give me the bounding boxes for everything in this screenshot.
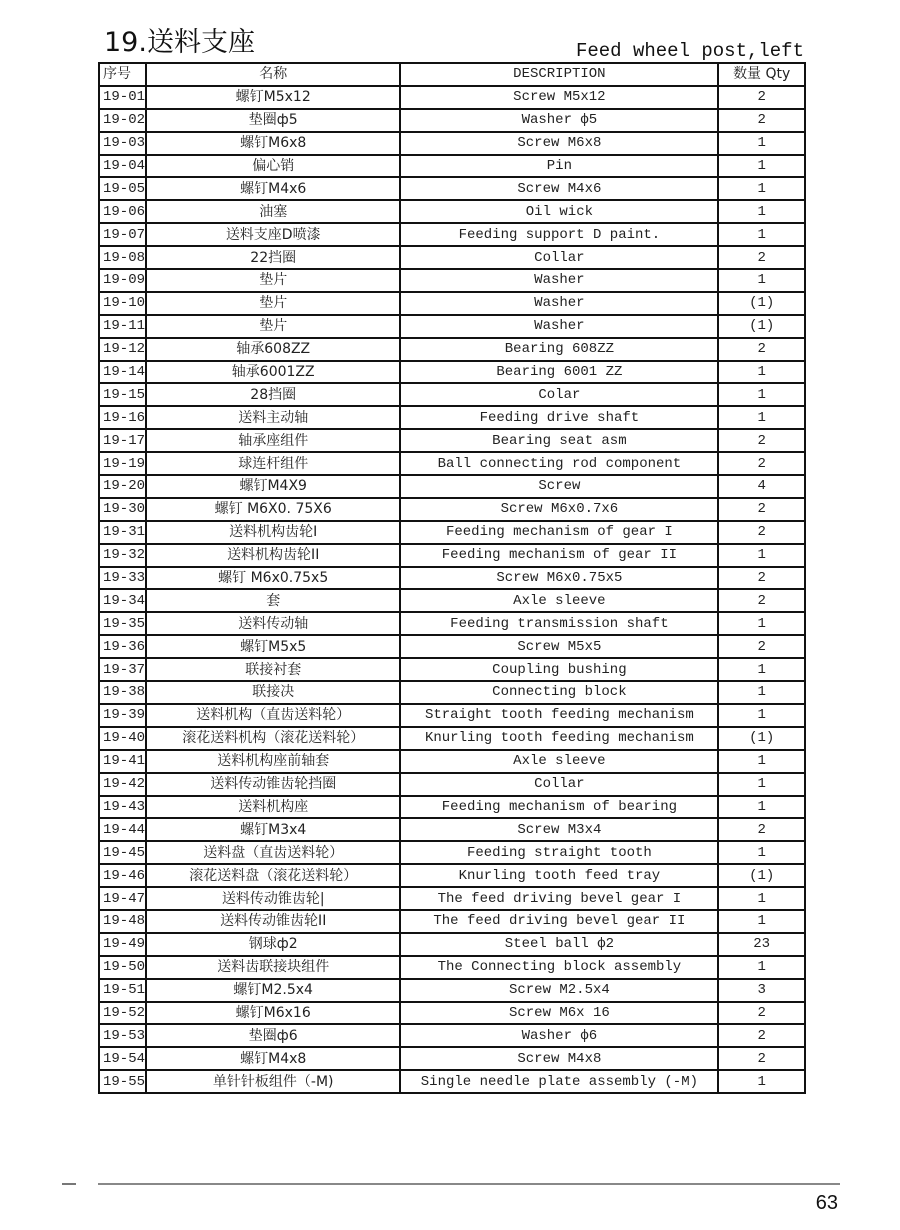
part-number-cell: 19-36 xyxy=(99,635,146,658)
part-description-cell: Washer xyxy=(400,292,718,315)
part-qty-cell: 1 xyxy=(718,612,805,635)
part-number-cell: 19-50 xyxy=(99,956,146,979)
part-qty-cell: 1 xyxy=(718,383,805,406)
part-qty-cell: 1 xyxy=(718,361,805,384)
part-number-cell: 19-45 xyxy=(99,841,146,864)
table-row xyxy=(99,86,805,109)
part-qty-cell: 2 xyxy=(718,818,805,841)
part-number-cell: 19-09 xyxy=(99,269,146,292)
table-row xyxy=(99,177,805,200)
table-row xyxy=(99,200,805,223)
part-description-cell: Feeding mechanism of gear I xyxy=(400,521,718,544)
part-description-cell: Pin xyxy=(400,155,718,178)
part-name-cell: 送料传动锥齿轮挡圈 xyxy=(146,773,400,796)
column-header-name: 名称 xyxy=(146,63,400,86)
part-name-cell: 送料传动锥齿轮| xyxy=(146,887,400,910)
part-description-cell: Feeding support D paint. xyxy=(400,223,718,246)
part-number-cell: 19-39 xyxy=(99,704,146,727)
part-name-cell: 球连杆组件 xyxy=(146,452,400,475)
part-description-cell: Screw M5x5 xyxy=(400,635,718,658)
part-number-cell: 19-03 xyxy=(99,132,146,155)
part-description-cell: Bearing 608ZZ xyxy=(400,338,718,361)
part-number-cell: 19-38 xyxy=(99,681,146,704)
part-qty-cell: 1 xyxy=(718,750,805,773)
table-row xyxy=(99,475,805,498)
part-qty-cell: 2 xyxy=(718,521,805,544)
part-number-cell: 19-37 xyxy=(99,658,146,681)
part-qty-cell: (1) xyxy=(718,727,805,750)
table-row xyxy=(99,246,805,269)
part-description-cell: Ball connecting rod component xyxy=(400,452,718,475)
part-number-cell: 19-06 xyxy=(99,200,146,223)
part-qty-cell: 3 xyxy=(718,979,805,1002)
table-row xyxy=(99,1002,805,1025)
part-name-cell: 送料传动锥齿轮II xyxy=(146,910,400,933)
table-row xyxy=(99,704,805,727)
part-name-cell: 垫圈ф6 xyxy=(146,1024,400,1047)
part-name-cell: 送料主动轴 xyxy=(146,406,400,429)
part-description-cell: Bearing seat asm xyxy=(400,429,718,452)
table-row xyxy=(99,887,805,910)
part-qty-cell: 1 xyxy=(718,269,805,292)
part-number-cell: 19-12 xyxy=(99,338,146,361)
table-row xyxy=(99,979,805,1002)
part-number-cell: 19-17 xyxy=(99,429,146,452)
part-qty-cell: 1 xyxy=(718,223,805,246)
part-number-cell: 19-14 xyxy=(99,361,146,384)
part-qty-cell: 1 xyxy=(718,1070,805,1093)
part-name-cell: 送料机构齿轮II xyxy=(146,544,400,567)
part-name-cell: 偏心销 xyxy=(146,155,400,178)
part-name-cell: 滚花送料机构（滚花送料轮） xyxy=(146,727,400,750)
part-description-cell: Axle sleeve xyxy=(400,589,718,612)
part-description-cell: Screw xyxy=(400,475,718,498)
part-description-cell: Washer xyxy=(400,315,718,338)
table-row xyxy=(99,132,805,155)
part-number-cell: 19-48 xyxy=(99,910,146,933)
part-name-cell: 油塞 xyxy=(146,200,400,223)
part-qty-cell: (1) xyxy=(718,292,805,315)
table-header-row xyxy=(99,63,805,86)
part-qty-cell: 1 xyxy=(718,841,805,864)
part-number-cell: 19-01 xyxy=(99,86,146,109)
part-number-cell: 19-53 xyxy=(99,1024,146,1047)
part-qty-cell: 1 xyxy=(718,658,805,681)
part-name-cell: 垫片 xyxy=(146,292,400,315)
table-row xyxy=(99,155,805,178)
table-row xyxy=(99,956,805,979)
part-name-cell: 垫圈ф5 xyxy=(146,109,400,132)
part-name-cell: 套 xyxy=(146,589,400,612)
table-row xyxy=(99,612,805,635)
page-subtitle: Feed wheel post,left xyxy=(575,40,804,62)
part-qty-cell: 2 xyxy=(718,589,805,612)
column-header-qty: 数量 Qty xyxy=(718,63,805,86)
part-number-cell: 19-54 xyxy=(99,1047,146,1070)
part-name-cell: 滚花送料盘（滚花送料轮） xyxy=(146,864,400,887)
part-qty-cell: 4 xyxy=(718,475,805,498)
table-row xyxy=(99,727,805,750)
table-row xyxy=(99,292,805,315)
part-number-cell: 19-02 xyxy=(99,109,146,132)
table-row xyxy=(99,269,805,292)
part-number-cell: 19-32 xyxy=(99,544,146,567)
footer-rule xyxy=(98,1183,840,1185)
part-qty-cell: 2 xyxy=(718,1002,805,1025)
part-number-cell: 19-20 xyxy=(99,475,146,498)
part-number-cell: 19-43 xyxy=(99,796,146,819)
part-number-cell: 19-07 xyxy=(99,223,146,246)
part-name-cell: 联接决 xyxy=(146,681,400,704)
part-name-cell: 轴承608ZZ xyxy=(146,338,400,361)
part-description-cell: Screw M3x4 xyxy=(400,818,718,841)
part-name-cell: 螺钉M5x5 xyxy=(146,635,400,658)
part-name-cell: 送料机构座前轴套 xyxy=(146,750,400,773)
table-row xyxy=(99,383,805,406)
part-description-cell: Screw M6x 16 xyxy=(400,1002,718,1025)
part-qty-cell: 2 xyxy=(718,635,805,658)
part-name-cell: 联接衬套 xyxy=(146,658,400,681)
part-qty-cell: 1 xyxy=(718,796,805,819)
table-row xyxy=(99,315,805,338)
part-number-cell: 19-46 xyxy=(99,864,146,887)
part-qty-cell: 2 xyxy=(718,1024,805,1047)
part-description-cell: Screw M4x6 xyxy=(400,177,718,200)
part-description-cell: Colar xyxy=(400,383,718,406)
part-number-cell: 19-05 xyxy=(99,177,146,200)
part-qty-cell: (1) xyxy=(718,315,805,338)
part-number-cell: 19-11 xyxy=(99,315,146,338)
part-description-cell: Feeding drive shaft xyxy=(400,406,718,429)
table-row xyxy=(99,109,805,132)
part-description-cell: Feeding mechanism of bearing xyxy=(400,796,718,819)
table-row xyxy=(99,681,805,704)
part-name-cell: 螺钉M3x4 xyxy=(146,818,400,841)
part-qty-cell: 1 xyxy=(718,773,805,796)
part-name-cell: 送料传动轴 xyxy=(146,612,400,635)
part-description-cell: Axle sleeve xyxy=(400,750,718,773)
part-description-cell: The Connecting block assembly xyxy=(400,956,718,979)
table-row xyxy=(99,338,805,361)
part-name-cell: 螺钉M5x12 xyxy=(146,86,400,109)
table-row xyxy=(99,818,805,841)
part-number-cell: 19-40 xyxy=(99,727,146,750)
table-row xyxy=(99,452,805,475)
part-name-cell: 垫片 xyxy=(146,269,400,292)
part-description-cell: Collar xyxy=(400,773,718,796)
part-name-cell: 螺钉M4x6 xyxy=(146,177,400,200)
part-description-cell: The feed driving bevel gear I xyxy=(400,887,718,910)
part-qty-cell: 1 xyxy=(718,132,805,155)
table-row xyxy=(99,910,805,933)
part-qty-cell: 1 xyxy=(718,704,805,727)
table-row xyxy=(99,1070,805,1093)
part-qty-cell: 1 xyxy=(718,887,805,910)
part-name-cell: 22挡圈 xyxy=(146,246,400,269)
part-qty-cell: 1 xyxy=(718,681,805,704)
part-number-cell: 19-52 xyxy=(99,1002,146,1025)
part-description-cell: Washer ф6 xyxy=(400,1024,718,1047)
part-name-cell: 螺钉M6x8 xyxy=(146,132,400,155)
part-qty-cell: 2 xyxy=(718,109,805,132)
part-description-cell: Feeding transmission shaft xyxy=(400,612,718,635)
part-name-cell: 28挡圈 xyxy=(146,383,400,406)
part-qty-cell: 2 xyxy=(718,452,805,475)
part-name-cell: 螺钉M6x16 xyxy=(146,1002,400,1025)
part-number-cell: 19-49 xyxy=(99,933,146,956)
part-number-cell: 19-41 xyxy=(99,750,146,773)
part-number-cell: 19-04 xyxy=(99,155,146,178)
part-description-cell: Collar xyxy=(400,246,718,269)
part-name-cell: 送料机构（直齿送料轮） xyxy=(146,704,400,727)
part-description-cell: Screw M2.5x4 xyxy=(400,979,718,1002)
table-row xyxy=(99,841,805,864)
part-description-cell: Knurling tooth feeding mechanism xyxy=(400,727,718,750)
table-row xyxy=(99,750,805,773)
part-name-cell: 送料齿联接块组件 xyxy=(146,956,400,979)
part-qty-cell: 1 xyxy=(718,544,805,567)
part-description-cell: Coupling bushing xyxy=(400,658,718,681)
table-row xyxy=(99,635,805,658)
part-number-cell: 19-33 xyxy=(99,567,146,590)
part-description-cell: Screw M5x12 xyxy=(400,86,718,109)
part-qty-cell: 2 xyxy=(718,429,805,452)
table-row xyxy=(99,544,805,567)
part-qty-cell: 2 xyxy=(718,567,805,590)
part-qty-cell: 1 xyxy=(718,177,805,200)
part-name-cell: 轴承座组件 xyxy=(146,429,400,452)
part-description-cell: Straight tooth feeding mechanism xyxy=(400,704,718,727)
part-qty-cell: 1 xyxy=(718,406,805,429)
part-name-cell: 螺钉M4x8 xyxy=(146,1047,400,1070)
part-name-cell: 轴承6001ZZ xyxy=(146,361,400,384)
part-description-cell: Screw M6x0.7x6 xyxy=(400,498,718,521)
part-name-cell: 钢球ф2 xyxy=(146,933,400,956)
column-header-number: 序号 xyxy=(99,63,146,86)
part-name-cell: 螺钉 M6x0.75x5 xyxy=(146,567,400,590)
part-qty-cell: (1) xyxy=(718,864,805,887)
part-number-cell: 19-35 xyxy=(99,612,146,635)
part-number-cell: 19-30 xyxy=(99,498,146,521)
table-row xyxy=(99,429,805,452)
part-name-cell: 送料支座D喷漆 xyxy=(146,223,400,246)
part-number-cell: 19-51 xyxy=(99,979,146,1002)
part-description-cell: Oil wick xyxy=(400,200,718,223)
part-name-cell: 送料机构齿轮I xyxy=(146,521,400,544)
column-header-description: DESCRIPTION xyxy=(400,63,718,86)
part-number-cell: 19-44 xyxy=(99,818,146,841)
part-name-cell: 螺钉M4X9 xyxy=(146,475,400,498)
parts-table-body xyxy=(99,86,805,1093)
part-qty-cell: 1 xyxy=(718,956,805,979)
part-name-cell: 送料盘（直齿送料轮） xyxy=(146,841,400,864)
part-name-cell: 螺钉M2.5x4 xyxy=(146,979,400,1002)
part-description-cell: Feeding straight tooth xyxy=(400,841,718,864)
part-name-cell: 单针针板组件（-M) xyxy=(146,1070,400,1093)
part-number-cell: 19-10 xyxy=(99,292,146,315)
part-number-cell: 19-47 xyxy=(99,887,146,910)
table-row xyxy=(99,498,805,521)
part-description-cell: Screw M6x8 xyxy=(400,132,718,155)
table-row xyxy=(99,361,805,384)
part-description-cell: Feeding mechanism of gear II xyxy=(400,544,718,567)
part-description-cell: The feed driving bevel gear II xyxy=(400,910,718,933)
part-name-cell: 螺钉 M6X0. 75X6 xyxy=(146,498,400,521)
part-number-cell: 19-08 xyxy=(99,246,146,269)
part-qty-cell: 1 xyxy=(718,155,805,178)
part-qty-cell: 2 xyxy=(718,246,805,269)
table-row xyxy=(99,864,805,887)
table-row xyxy=(99,1024,805,1047)
part-number-cell: 19-15 xyxy=(99,383,146,406)
part-description-cell: Washer ф5 xyxy=(400,109,718,132)
part-description-cell: Screw M4x8 xyxy=(400,1047,718,1070)
page-title: 19.送料支座 xyxy=(104,27,255,58)
part-name-cell: 垫片 xyxy=(146,315,400,338)
part-number-cell: 19-42 xyxy=(99,773,146,796)
part-qty-cell: 2 xyxy=(718,1047,805,1070)
corner-mark xyxy=(62,1183,76,1185)
page-number: 63 xyxy=(815,1192,838,1214)
part-qty-cell: 23 xyxy=(718,933,805,956)
part-qty-cell: 1 xyxy=(718,200,805,223)
part-name-cell: 送料机构座 xyxy=(146,796,400,819)
table-row xyxy=(99,796,805,819)
part-description-cell: Washer xyxy=(400,269,718,292)
part-description-cell: Steel ball ф2 xyxy=(400,933,718,956)
table-row xyxy=(99,223,805,246)
table-row xyxy=(99,521,805,544)
part-number-cell: 19-55 xyxy=(99,1070,146,1093)
part-number-cell: 19-19 xyxy=(99,452,146,475)
table-row xyxy=(99,567,805,590)
part-qty-cell: 2 xyxy=(718,498,805,521)
part-qty-cell: 2 xyxy=(718,86,805,109)
part-description-cell: Single needle plate assembly (-M) xyxy=(400,1070,718,1093)
parts-table xyxy=(98,62,806,1094)
table-row xyxy=(99,933,805,956)
table-row xyxy=(99,406,805,429)
part-qty-cell: 1 xyxy=(718,910,805,933)
part-description-cell: Knurling tooth feed tray xyxy=(400,864,718,887)
table-row xyxy=(99,1047,805,1070)
part-description-cell: Screw M6x0.75x5 xyxy=(400,567,718,590)
table-row xyxy=(99,658,805,681)
part-qty-cell: 2 xyxy=(718,338,805,361)
part-description-cell: Bearing 6001 ZZ xyxy=(400,361,718,384)
part-number-cell: 19-31 xyxy=(99,521,146,544)
table-row xyxy=(99,773,805,796)
part-number-cell: 19-34 xyxy=(99,589,146,612)
part-description-cell: Connecting block xyxy=(400,681,718,704)
table-row xyxy=(99,589,805,612)
part-number-cell: 19-16 xyxy=(99,406,146,429)
